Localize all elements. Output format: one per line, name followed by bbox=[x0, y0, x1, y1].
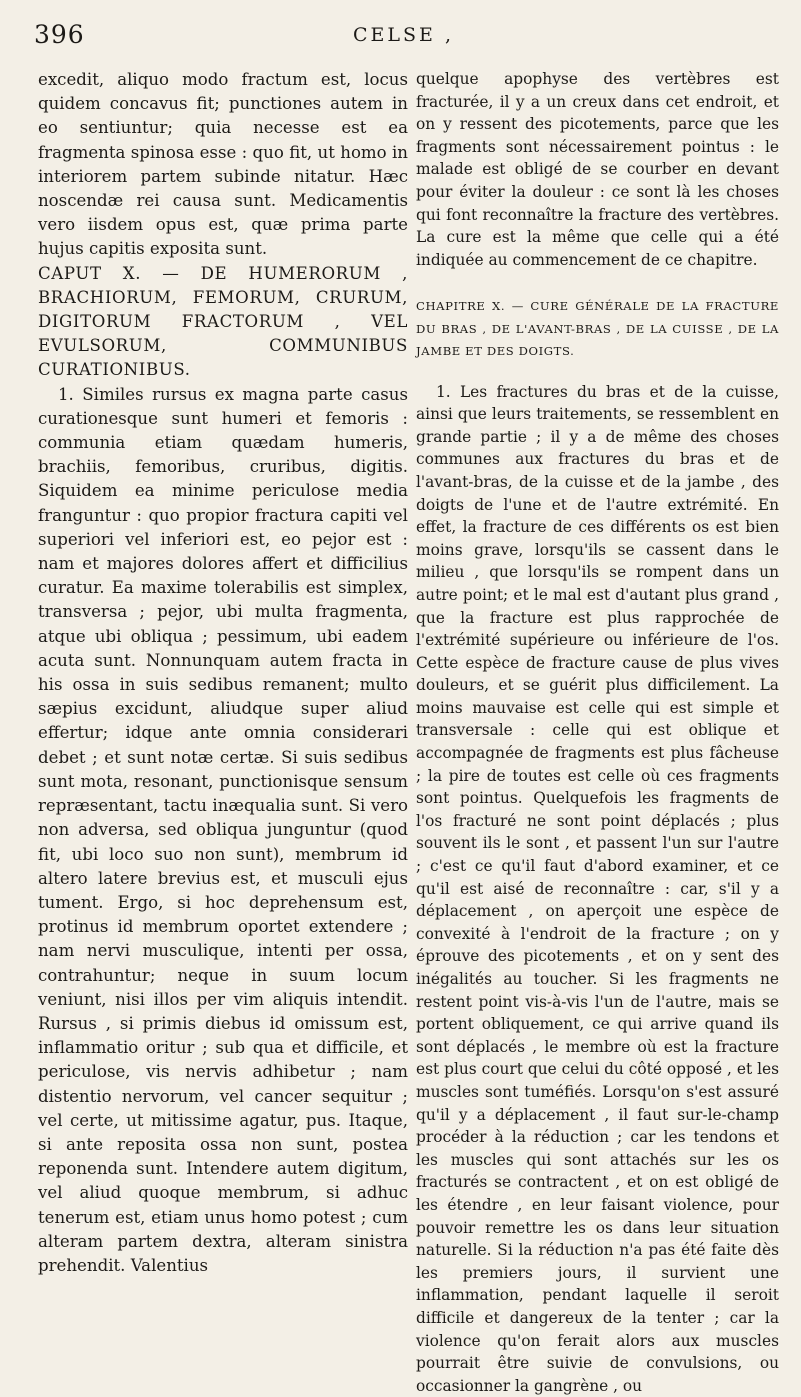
page-header bbox=[34, 14, 773, 54]
latin-paragraph-1: excedit, aliquo modo fractum est, locus quidem concavus fit; punctiones autem in eo sentiuntur; quia necesse est ea fragmenta spinosa esse : quo fit, ut homo in interiorem partem subinde nitatur. Hæc noscendæ rei causa sunt. Medicamentis vero iisdem opus est, quæ prima parte hujus capitis exposita sunt. bbox=[38, 70, 408, 259]
latin-chapter-heading: CAPUT X. — DE HUMERORUM , BRACHIORUM, FEMORUM, CRURUM, DIGITORUM FRACTORUM , VEL EVULSORUM, COMMUNIBUS CURATIONIBUS. bbox=[38, 263, 408, 380]
latin-column bbox=[38, 68, 408, 1278]
french-paragraph-2: 1. Les fractures du bras et de la cuisse, ainsi que leurs traitements, se ressemblent en grande partie ; il y a de même des choses communes aux fractures du bras et de l'avant-bras, de la cuisse et de la jambe , des doigts de l'une et de l'autre extrémité. En effet, la fracture de ces différents os est bien moins grave, lorsqu'ils se cassent dans le milieu , que lorsqu'ils se rompent dans un autre point; et le mal est d'autant plus grand , que la fracture est plus rapprochée de l'extrémité supérieure ou inférieure de l'os. Cette espèce de fracture cause de plus vives douleurs, et se guérit plus difficilement. La moins mauvaise est celle qui est simple et transversale : celle qui est oblique et accompagnée de fragments est plus fâcheuse ; la pire de toutes est celle où ces fragments sont pointus. Quelquefois les fragments de l'os fracturé ne sont point déplacés ; plus souvent ils le sont , et passent l'un sur l'autre ; c'est ce qu'il faut d'abord examiner, et ce qu'il est aisé de reconnaître : car, s'il y a déplacement , on aperçoit une espèce de convexité à l'endroit de la fracture ; on y éprouve des picotements , et on y sent des inégalités au toucher. Si les fragments ne restent point vis-à-vis l'un de l'autre, mais se portent obliquement, ce qui arrive quand ils sont déplacés , le membre où est la fracture est plus court que celui du côté opposé , et les muscles sont tuméfiés. Lorsqu'on s'est assuré qu'il y a déplacement , il faut sur-le-champ procéder à la réduction ; car les tendons et les muscles qui sont attachés sur les os fracturés se contractent , et on est obligé de les étendre , en leur faisant violence, pour pouvoir remettre les os dans leur situation naturelle. Si la réduction n'a pas été faite dès les premiers jours, il survient une inflammation, pendant laquelle il seroit difficile et dangereux de la tenter ; car la violence qu'on ferait alors aux muscles pourrait être suivie de convulsions, ou occasionner la gangrène , ou bbox=[416, 382, 779, 1395]
page-number: 396 bbox=[34, 20, 85, 49]
french-paragraph-1: quelque apophyse des vertèbres est fracturée, il y a un creux dans cet endroit, et on y ressent des picotements, parce que les fragments sont nécessairement pointus : le malade est obligé de se courber en devant pour éviter la douleur : ce sont là les choses qui font reconnaître la fracture des vertèbres. La cure est la même que celle qui a été indiquée au commencement de ce chapitre. bbox=[416, 70, 779, 269]
french-column bbox=[416, 68, 779, 1397]
french-chapter-heading: CHAPITRE X. — CURE GÉNÉRALE DE LA FRACTURE DU BRAS , DE L'AVANT-BRAS , DE LA CUISSE , DE LA JAMBE ET DES DOIGTS. bbox=[416, 299, 779, 359]
running-head: CELSE , bbox=[353, 24, 454, 46]
latin-paragraph-2: 1. Similes rursus ex magna parte casus curationesque sunt humeri et femoris : communia etiam quædam humeris, brachiis, femoribus, cruribus, digitis. Siquidem ea minime periculose media franguntur : quo propior fractura capiti vel superiori vel inferiori est, eo pejor est : nam et majores dolores affert et difficilius curatur. Ea maxime tolerabilis est simplex, transversa ; pejor, ubi multa fragmenta, atque ubi obliqua ; pessimum, ubi eadem acuta sunt. Nonnunquam autem fracta in his ossa in suis sedibus remanent; multo sæpius excidunt, aliudque super aliud effertur; idque ante omnia considerari debet ; et sunt notæ certæ. Si suis sedibus sunt mota, resonant, punctionisque sensum repræsentant, tactu inæqualia sunt. Si vero non adversa, sed obliqua junguntur (quod fit, ubi loco suo non sunt), membrum id altero latere brevius est, et musculi ejus tument. Ergo, si hoc deprehensum est, protinus id membrum oportet extendere ; nam nervi musculique, intenti per ossa, contrahuntur; neque in suum locum veniunt, nisi illos per vim aliquis intendit. Rursus , si primis diebus id omissum est, inflammatio oritur ; sub qua et difficile, et periculose, vis nervis adhibetur ; nam distentio nervorum, vel cancer sequitur ; vel certe, ut mitissime agatur, pus. Itaque, si ante reposita ossa non sunt, postea reponenda sunt. Intendere autem digitum, vel aliud quoque membrum, si adhuc tenerum est, etiam unus homo potest ; cum alteram partem dextra, alteram sinistra prehendit. Valentius bbox=[38, 384, 408, 1275]
